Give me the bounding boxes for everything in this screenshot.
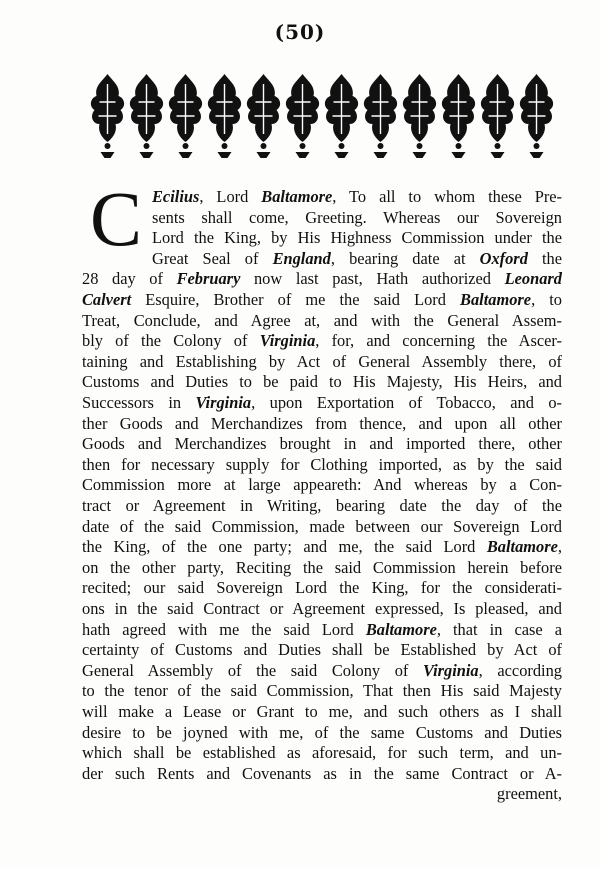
text-line xyxy=(82,476,562,494)
italic-name: Oxford xyxy=(479,248,528,268)
ornament-leaf-icon xyxy=(208,74,241,158)
italic-name: Ecilius xyxy=(152,187,200,206)
text-line xyxy=(82,765,562,783)
text-run: greement, xyxy=(496,784,562,804)
ornament-leaf-icon xyxy=(247,74,280,158)
text-run: tract or Agreement in Writing, bearing date the day of the xyxy=(82,496,562,515)
text-run: Customs and Duties to be paid to His Majesty, His Heirs, and xyxy=(82,372,562,392)
text-run: Commission more at large appeareth: And whereas by a Con- xyxy=(82,475,562,495)
ornament-leaf-icon xyxy=(364,74,397,158)
text-line xyxy=(82,435,562,453)
ornament-leaf-icon xyxy=(481,74,514,158)
text-line xyxy=(82,785,562,803)
text-line xyxy=(82,497,562,515)
text-line xyxy=(82,415,562,433)
ornament-leaf-icon xyxy=(520,74,553,158)
text-line xyxy=(82,724,562,742)
text-line xyxy=(82,291,562,309)
decorative-ornament-band xyxy=(88,72,556,162)
italic-name: Virginia xyxy=(195,393,252,412)
text-run: will make a Lease or Grant to me, and such others as I shall xyxy=(82,702,562,721)
text-line xyxy=(82,703,562,721)
text-run: to the tenor of the said Commission, That then His said Majesty xyxy=(82,681,562,701)
italic-name: Calvert xyxy=(82,290,132,309)
text-run: , for, and concerning the Ascer- xyxy=(315,331,562,351)
text-line xyxy=(82,579,562,597)
text-line xyxy=(82,312,562,330)
text-run: which shall be established as aforesaid, for such term, and un- xyxy=(82,743,562,763)
text-line xyxy=(82,373,562,391)
text-line xyxy=(82,518,562,536)
text-line xyxy=(82,456,562,474)
text-run: , To all to whom these Pre- xyxy=(332,187,563,206)
text-line xyxy=(82,270,562,288)
ornament-leaf-icon xyxy=(130,74,163,158)
text-line xyxy=(82,538,562,556)
text-run: , to xyxy=(531,290,562,309)
text-run: General Assembly of the said Colony of xyxy=(82,660,424,680)
text-run: , that in case a xyxy=(436,619,563,639)
text-run: ons in the said Contract or Agreement expressed, Is pleased, and xyxy=(82,599,562,618)
text-run: Great Seal of xyxy=(152,248,273,268)
text-run: the King, of the one party; and me, the said Lord xyxy=(82,537,487,557)
italic-name: Baltamore xyxy=(460,290,532,309)
text-run: hath agreed with me the said Lord xyxy=(82,619,366,639)
text-run: der such Rents and Covenants as in the same Contract or A- xyxy=(82,763,562,783)
text-line xyxy=(82,744,562,762)
text-run: Esquire, Brother of me the said Lord xyxy=(131,290,461,309)
text-run: date of the said Commission, made between our Sovereign Lord xyxy=(82,516,562,536)
text-run: certainty of Customs and Duties shall be Established by Act of xyxy=(82,640,562,660)
text-run: , xyxy=(557,537,562,557)
drop-cap: C xyxy=(90,175,143,262)
text-run: bly of the Colony of xyxy=(82,331,260,351)
italic-name: Baltamore xyxy=(365,619,437,639)
text-run: , bearing date at xyxy=(330,248,480,268)
italic-name: Leonard xyxy=(504,269,562,289)
ornament-leaf-icon xyxy=(442,74,475,158)
ornament-leaf-icon xyxy=(286,74,319,158)
text-line xyxy=(82,394,562,412)
text-run: Successors in xyxy=(82,393,196,412)
text-line xyxy=(82,621,562,639)
text-run: then for necessary supply for Clothing imported, as by the said xyxy=(82,454,562,474)
italic-name: England xyxy=(272,248,331,268)
text-run: recited; our said Sovereign Lord the King, for the considerati- xyxy=(82,578,562,598)
text-line xyxy=(82,559,562,577)
italic-name: Virginia xyxy=(259,331,316,351)
text-run: , Lord xyxy=(199,187,262,206)
text-line xyxy=(82,662,562,680)
text-run: Lord the King, by His Highness Commission under the xyxy=(152,228,562,248)
italic-name: Baltamore xyxy=(486,537,558,557)
italic-name: Baltamore xyxy=(261,187,333,206)
text-line xyxy=(82,600,562,618)
text-run: ther Goods and Merchandizes from thence, and upon all other xyxy=(82,413,562,433)
text-run: 28 day of xyxy=(82,269,177,289)
text-line xyxy=(82,353,562,371)
text-run: , upon Exportation of Tobacco, and o- xyxy=(251,393,562,412)
italic-name: February xyxy=(176,269,241,289)
text-run: Treat, Conclude, and Agree at, and with the General Assem- xyxy=(82,310,562,330)
text-line xyxy=(152,250,562,268)
text-run: desire to be joyned with me, of the same Customs and Duties xyxy=(82,722,562,742)
text-line xyxy=(152,209,562,227)
text-run: Goods and Merchandizes brought in and imported there, other xyxy=(82,434,562,454)
page-number: (50) xyxy=(274,20,326,44)
ornament-leaf-icon xyxy=(169,74,202,158)
text-line xyxy=(82,332,562,350)
text-run: the xyxy=(527,248,563,268)
text-run: on the other party, Reciting the said Commission herein before xyxy=(82,557,562,577)
italic-name: Virginia xyxy=(423,660,479,680)
ornament-leaf-icon xyxy=(325,74,358,158)
text-line xyxy=(82,641,562,659)
ornament-leaf-icon xyxy=(91,74,124,158)
text-line xyxy=(152,188,562,206)
text-run: now last past, Hath authorized xyxy=(240,269,505,289)
ornament-leaf-icon xyxy=(403,74,436,158)
text-line xyxy=(82,682,562,700)
text-run: taining and Establishing by Act of General Assembly there, of xyxy=(82,351,562,371)
text-line xyxy=(152,229,562,247)
text-run: , according xyxy=(478,660,562,680)
text-run: sents shall come, Greeting. Whereas our Sovereign xyxy=(152,207,562,227)
